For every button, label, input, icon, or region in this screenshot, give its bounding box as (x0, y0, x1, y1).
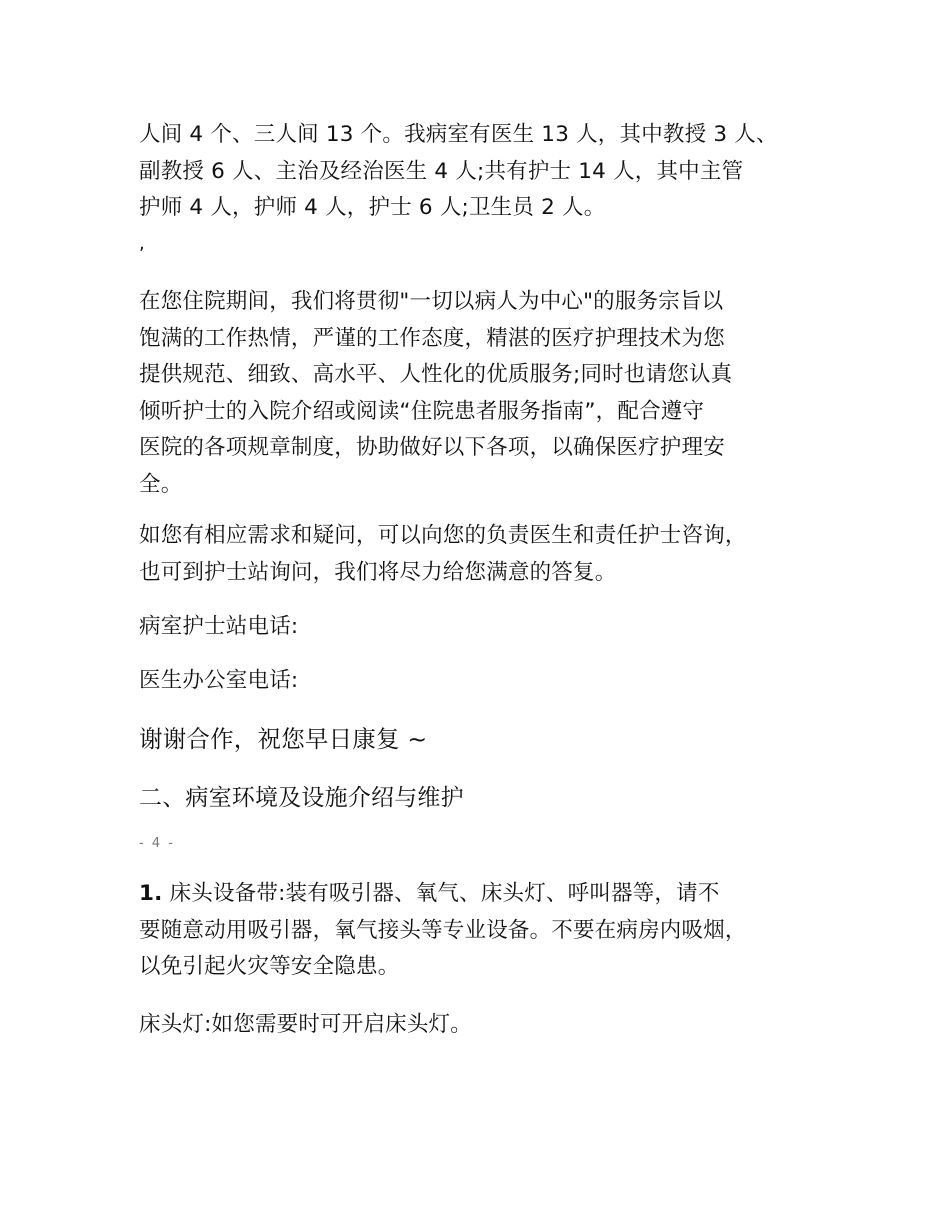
text-line: 倾听护士的入院介绍或阅读“住院患者服务指南”，配合遵守 (139, 398, 705, 424)
nurse-station-phone-label: 病室护士站电话: (139, 614, 299, 639)
text-line: 医院的各项规章制度，协助做好以下各项，以确保医疗护理安 (139, 435, 725, 460)
section-heading: 二、病室环境及设施介绍与维护 (139, 785, 464, 811)
text-line: 护师 4 人，护师 4 人，护士 6 人;卫生员 2 人。 (139, 195, 606, 220)
text-line: 饱满的工作热情，严谨的工作态度，精湛的医疗护理技术为您 (139, 325, 725, 351)
closing-greeting: 谢谢合作，祝您早日康复 ~ (139, 725, 428, 753)
bedside-lamp-note: 床头灯:如您需要时可开启床头灯。 (139, 1012, 472, 1037)
ward-staff-paragraph (139, 117, 829, 227)
item-text: 床头设备带:装有吸引器、氧气、床头灯、呼叫器等，请不 (169, 881, 720, 906)
bedside-equipment-item (139, 876, 829, 986)
item-number: 1. (139, 881, 163, 906)
text-line: 人间 4 个、三人间 13 个。我病室有医生 13 人，其中教授 3 人、 (139, 122, 778, 147)
text-line: 如您有相应需求和疑问，可以向您的负责医生和责任护士咨询， (139, 523, 747, 548)
page-number: - 4 - (139, 836, 175, 851)
text-line: 以免引起火灾等安全隐患。 (139, 954, 400, 979)
text-line (139, 876, 829, 913)
text-line: 全。 (139, 471, 183, 497)
text-line: 提供规范、细致、高水平、人性化的优质服务;同时也请您认真 (139, 362, 733, 387)
text-line: 要随意动用吸引器，氧气接头等专业设备。不要在病房内吸烟， (139, 917, 747, 943)
doctor-office-phone-label: 医生办公室电话: (139, 668, 299, 693)
text-line: 副教授 6 人、主治及经治医生 4 人;共有护士 14 人，其中主管 (139, 158, 744, 184)
text-line: 在您住院期间，我们将贯彻"一切以病人为中心"的服务宗旨以 (139, 289, 724, 314)
text-line: 也可到护士站询问，我们将尽力给您满意的答复。 (139, 559, 617, 585)
service-commitment-paragraph (139, 284, 829, 503)
inquiry-paragraph (139, 518, 829, 591)
stray-comma-mark: , (139, 233, 145, 254)
